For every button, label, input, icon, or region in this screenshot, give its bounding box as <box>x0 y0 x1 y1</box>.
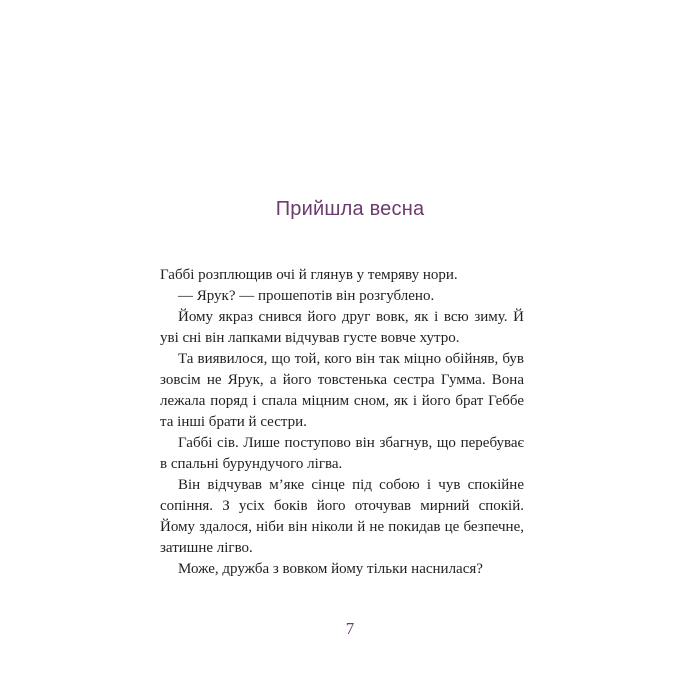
page-number: 7 <box>345 619 355 638</box>
paragraph-5: Габбі сів. Лише поступово він збагнув, що перебуває в спальні бурундучого лігва. <box>160 435 524 472</box>
paragraph-2: — Ярук? — прошепотів він розгублено. <box>178 288 435 304</box>
chapter-body <box>160 265 524 580</box>
chapter-title: Прийшла весна <box>275 198 425 220</box>
paragraph-4: Та виявилося, що той, кого він так міцно обійняв, був зовсім не Ярук, а його товстенька сестра Гумма. Вона лежала поряд і спала міцним сном, як і його брат Геббе та інші брати й сестри. <box>160 351 524 430</box>
paragraph-3: Йому якраз снився його друг вовк, як і всю зиму. Й уві сні він лапками відчував густе вовче хутро. <box>160 309 524 346</box>
paragraph-7: Може, дружба з вовком йому тільки наснилася? <box>178 561 483 577</box>
paragraph-1: Габбі розплющив очі й глянув у темряву нори. <box>160 267 458 283</box>
paragraph-6: Він відчував м’яке сінце під собою і чув спокійне сопіння. З усіх боків його оточував мирний спокій. Йому здалося, ніби він ніколи й не покидав це безпечне, затишне лігво. <box>160 477 524 556</box>
